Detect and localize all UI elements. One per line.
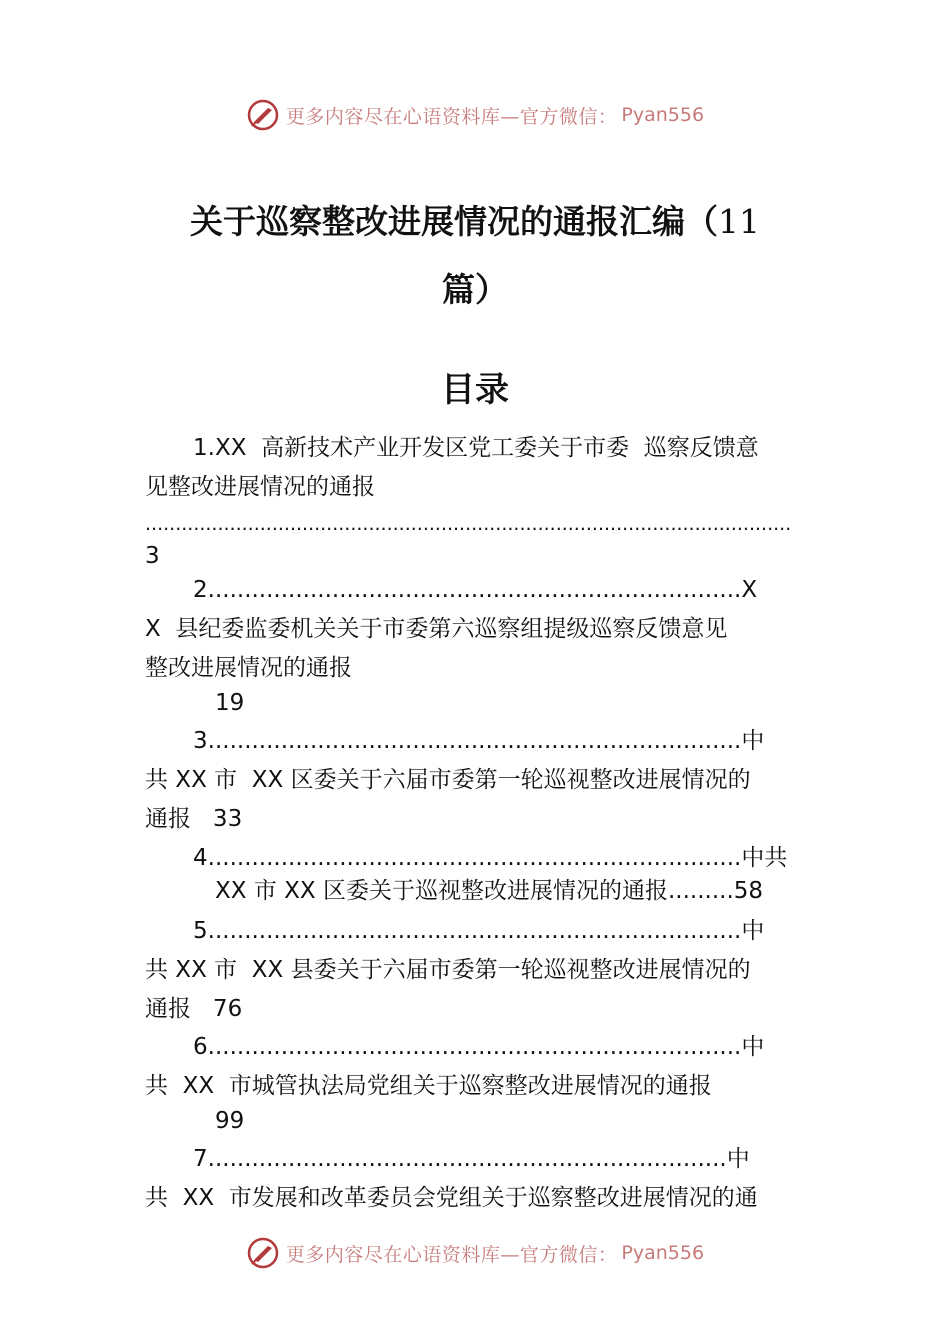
toc-line: 通报 76 <box>145 996 243 1022</box>
toc-line: 共 XX 市城管执法局党组关于巡察整改进展情况的通报 <box>145 1073 712 1099</box>
banner-wechat-id: Pyan556 <box>621 1242 705 1264</box>
toc-line: 1.XX 高新技术产业开发区党工委关于市委 巡察反馈意 <box>193 435 759 461</box>
title-count: 11 <box>718 202 760 241</box>
toc-dot-leader: ........................................................................................................... <box>145 513 792 535</box>
toc-line: 5.........................................................................中 <box>193 918 765 944</box>
toc-line: 共 XX 市 XX 区委关于六届市委第一轮巡视整改进展情况的 <box>145 767 751 793</box>
toc-line: 通报 33 <box>145 806 243 832</box>
pen-seal-logo-icon <box>246 1236 280 1270</box>
toc-line: 共 XX 市发展和改革委员会党组关于巡察整改进展情况的通 <box>145 1185 758 1211</box>
toc-line: 2.........................................................................X <box>193 577 758 603</box>
toc-line: 6.........................................................................中 <box>193 1034 765 1060</box>
document-title <box>150 188 800 324</box>
title-line-1 <box>150 188 800 256</box>
toc-page-number: 99 <box>215 1108 245 1134</box>
toc-line: X 县纪委监委机关关于市委第六巡察组提级巡察反馈意见 <box>145 616 728 642</box>
title-line-2: 篇） <box>442 270 508 309</box>
banner-text: 更多内容尽在心语资料库—官方微信： <box>285 1243 618 1266</box>
toc-line: 共 XX 市 XX 县委关于六届市委第一轮巡视整改进展情况的 <box>145 957 751 983</box>
toc-line: 整改进展情况的通报 <box>145 655 352 681</box>
footer-banner <box>0 1233 950 1273</box>
toc-heading: 目录 <box>441 370 509 410</box>
toc-page-number: 3 <box>145 543 160 569</box>
toc-line: XX 市 XX 区委关于巡视整改进展情况的通报.........58 <box>215 878 764 904</box>
pen-seal-logo-icon <box>246 98 280 132</box>
toc-line: 7.......................................................................中 <box>193 1146 750 1172</box>
toc-page-number: 19 <box>215 690 245 716</box>
toc-line: 3.........................................................................中 <box>193 728 765 754</box>
banner-wechat-id: Pyan556 <box>621 104 705 126</box>
header-banner <box>0 95 950 135</box>
title-main: 关于巡察整改进展情况的通报汇编（ <box>190 202 718 241</box>
toc-line: 4.........................................................................中共 <box>193 845 788 871</box>
toc-line: 见整改进展情况的通报 <box>145 474 375 500</box>
banner-text: 更多内容尽在心语资料库—官方微信： <box>285 105 618 128</box>
